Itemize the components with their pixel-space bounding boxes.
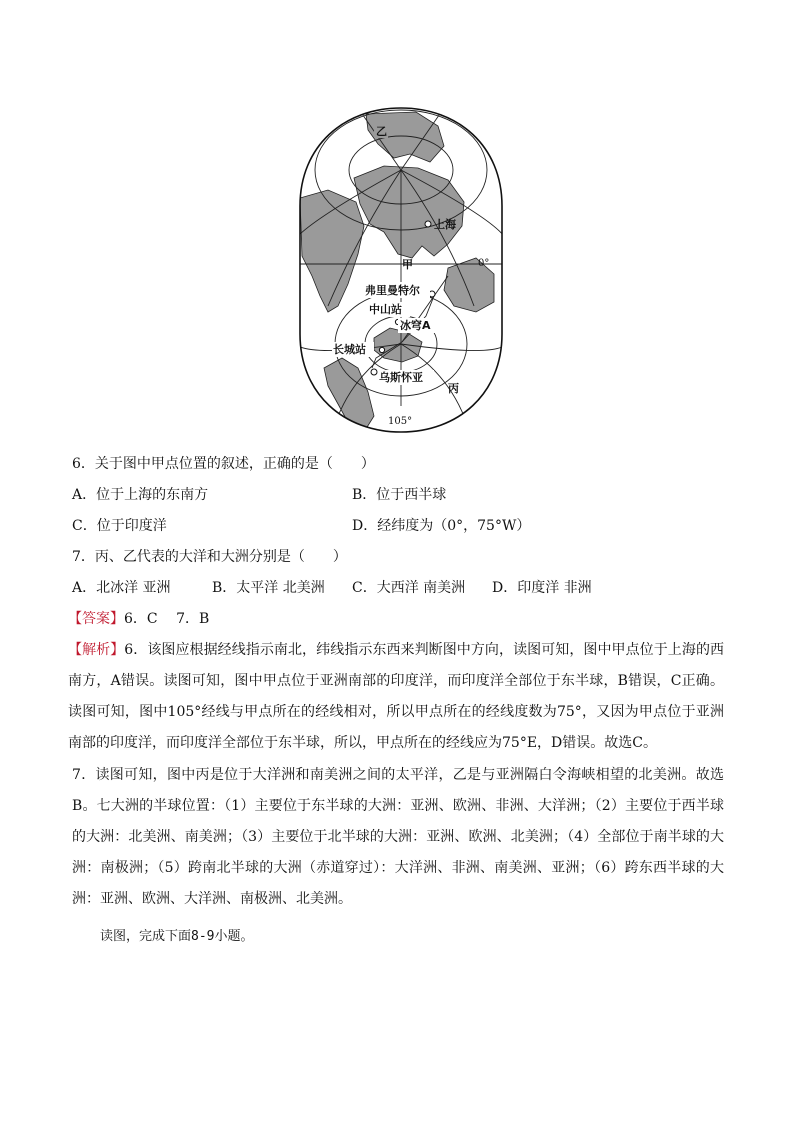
q7-option-d: D．印度洋 非洲	[492, 580, 592, 596]
answer-line	[68, 609, 209, 629]
label-bing: 丙	[448, 382, 459, 395]
label-shanghai: 上海	[434, 218, 456, 231]
q6-option-b: B．位于西半球	[352, 487, 447, 503]
q6-option-d: D．经纬度为（0°，75°W）	[352, 518, 531, 534]
label-fremantle: 弗里曼特尔	[365, 284, 420, 297]
q7-option-c: C．大西洋 南美洲	[352, 580, 466, 596]
next-questions-prompt: 读图，完成下面8-9小题。	[100, 929, 254, 944]
q6-option-c: C．位于印度洋	[72, 518, 167, 534]
q6-options-row1	[72, 485, 447, 505]
label-changcheng: 长城站	[333, 343, 366, 356]
label-ushuaia: 乌斯怀亚	[379, 371, 423, 384]
analysis-q6	[68, 635, 724, 759]
label-zhongshan: 中山站	[369, 303, 402, 316]
label-105-degree: 105°	[388, 416, 413, 427]
answer-tag: 【答案】	[68, 611, 124, 627]
polar-map-figure	[298, 106, 504, 434]
answer-text: 6．C 7．B	[124, 611, 210, 627]
q7-option-a: A．北冰洋 亚洲	[72, 580, 171, 596]
shanghai-marker	[425, 221, 431, 227]
label-yi: 乙	[376, 125, 387, 138]
label-dome-a: 冰穹A	[400, 319, 431, 332]
analysis-tag: 【解析】	[68, 642, 125, 658]
analysis-q7: 7．读图可知，图中丙是位于大洋洲和南美洲之间的太平洋，乙是与亚洲隔白令海峡相望的北美洲。故选B。七大洲的半球位置：（1）主要位于东半球的大洲：亚洲、欧洲、非洲、大洋洲；（2）主要位于西半球的大洲：北美洲、南美洲；（3）主要位于北半球的大洲：亚洲、欧洲、北美洲；（4）全部位于南半球的大洲：南极洲；（5）跨南北半球的大洲（赤道穿过）：大洋洲、非洲、南美洲、亚洲；（6）跨东西半球的大洲：亚洲、欧洲、大洋洲、南极洲、北美洲。	[72, 767, 724, 907]
q6-option-a: A．位于上海的东南方	[72, 487, 209, 503]
label-jia: 甲	[402, 258, 413, 271]
ushuaia-marker	[371, 369, 377, 375]
q6-options-row2	[72, 516, 531, 536]
changcheng-marker	[379, 347, 384, 352]
q7-stem: 7．丙、乙代表的大洋和大洲分别是（ ）	[72, 549, 347, 565]
label-zero-degree: 0°	[478, 258, 490, 269]
q6-stem: 6．关于图中甲点位置的叙述，正确的是（ ）	[72, 456, 375, 472]
analysis-q6-text: 6．该图应根据经线指示南北，纬线指示东西来判断图中方向，读图可知，图中甲点位于上海的西南方，A错误。读图可知，图中甲点位于亚洲南部的印度洋，而印度洋全部位于东半球，B错误，C正确。读图可知，图中105°经线与甲点所在的经线相对，所以甲点所在的经线度数为75°，又因为甲点位于亚洲南部的印度洋，而印度洋全部位于东半球，所以，甲点所在的经线应为75°E，D错误。故选C。	[68, 642, 725, 751]
q7-option-b: B．太平洋 北美洲	[212, 580, 325, 596]
